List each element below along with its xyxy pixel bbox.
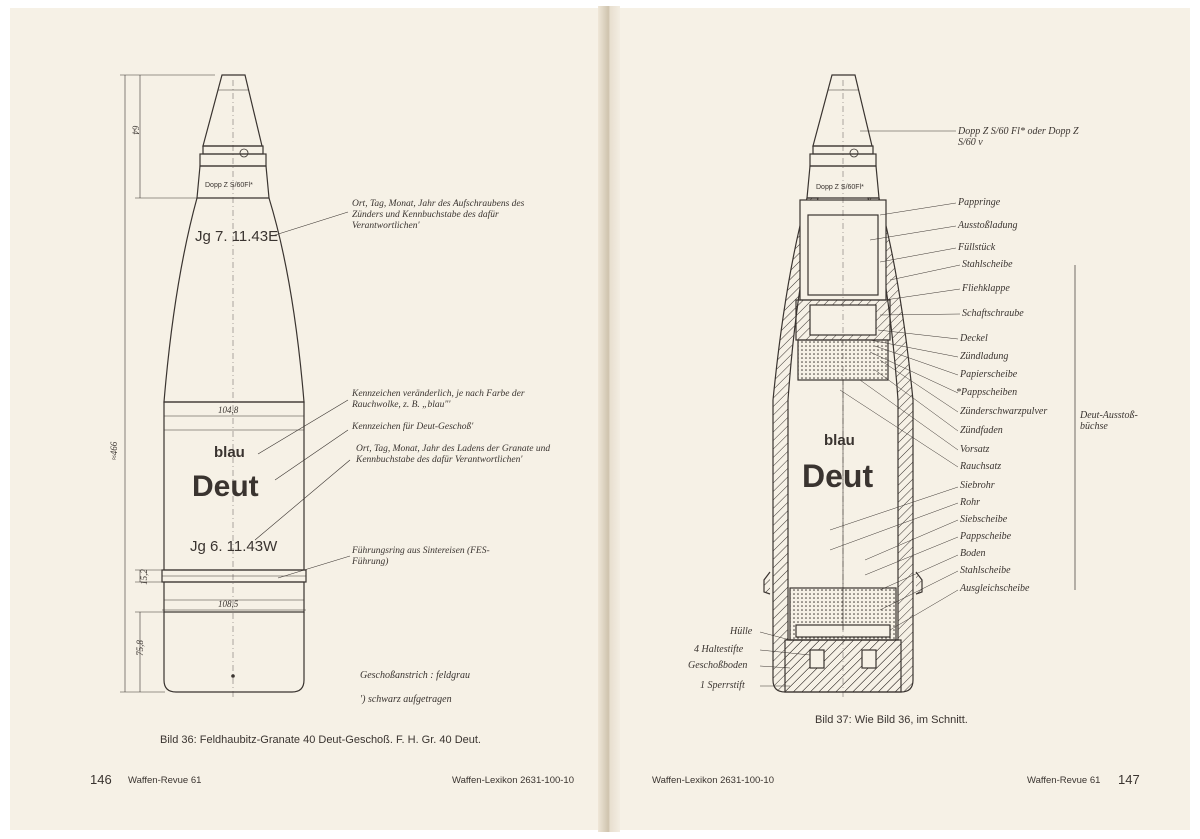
annotation-driving-band: Führungsring aus Sintereisen (FES-Führung) [352, 546, 490, 567]
label-ausgleichscheibe: Ausgleichscheibe [960, 583, 1030, 594]
annotation-loading-date: Ort, Tag, Monat, Jahr des Ladens der Granate und Kennbuchstabe des dafür Verantwortlichen' [356, 444, 551, 465]
label-deckel: Deckel [960, 333, 988, 344]
dim-fuze-height: 64 [130, 125, 141, 135]
label-vorsatz: Vorsatz [960, 444, 990, 455]
label-siebrohr: Siebrohr [960, 480, 995, 491]
label-boden: Boden [960, 548, 986, 559]
label-zuendfaden: Zündfaden [960, 425, 1003, 436]
label-stahlscheibe-bottom: Stahlscheibe [960, 565, 1011, 576]
label-fliehklappe: Fliehklappe [962, 283, 1010, 294]
bracket-label: Deut-Ausstoß-büchse [1080, 410, 1138, 432]
figure-caption-37: Bild 37: Wie Bild 36, im Schnitt. [815, 714, 968, 726]
label-pappscheiben: *Pappscheiben [956, 387, 1018, 398]
dim-base-height: 75,8 [134, 640, 145, 656]
footer-right-journal: Waffen-Revue 61 [1027, 775, 1101, 786]
annotation-fuze-date: Ort, Tag, Monat, Jahr des Aufschraubens des Zünders und Kennbuchstabe des dafür Verantwortlichen' [352, 199, 525, 231]
annotation-footnote: ') schwarz aufgetragen [360, 694, 452, 705]
section-type-marking: Deut [802, 458, 874, 494]
type-marking: Deut [192, 470, 259, 503]
date-marking-bottom: Jg 6. 11.43W [190, 538, 278, 555]
date-marking-top: Jg 7. 11.43E [195, 228, 279, 245]
label-ausstossladung: Ausstoßladung [958, 220, 1018, 231]
label-haltestifte: 4 Haltestifte [694, 644, 744, 655]
label-stahlscheibe-top: Stahlscheibe [962, 259, 1013, 270]
footer-right-lexikon: Waffen-Lexikon 2631-100-10 [652, 775, 774, 786]
label-sperrstift: 1 Sperrstift [700, 680, 745, 691]
page-number-left: 146 [90, 772, 112, 787]
section-fuze-marking: Dopp Z S/60Fl* [816, 184, 864, 191]
label-pappringe: Pappringe [958, 197, 1001, 208]
label-huelle: Hülle [730, 626, 753, 637]
label-rohr: Rohr [960, 497, 980, 508]
section-color-marking: blau [824, 432, 855, 449]
figure-caption-36: Bild 36: Feldhaubitz-Granate 40 Deut-Geschoß. F. H. Gr. 40 Deut. [160, 734, 481, 746]
page-number-right: 147 [1118, 772, 1140, 787]
label-geschossboden: Geschoßboden [688, 660, 748, 671]
label-schaftschraube: Schaftschraube [962, 308, 1024, 319]
label-zuendladung: Zündladung [960, 351, 1009, 362]
dim-diameter-body: 104,8 [218, 405, 239, 415]
label-siebscheibe: Siebscheibe [960, 514, 1008, 525]
dim-band-height: 15,2 [138, 569, 149, 585]
annotation-paint: Geschoßanstrich : feldgrau [360, 670, 470, 681]
label-zuenderschwarzpulver: Zünderschwarzpulver [960, 406, 1048, 417]
label-pappscheibe: Pappscheibe [960, 531, 1012, 542]
footer-left-lexikon: Waffen-Lexikon 2631-100-10 [452, 775, 574, 786]
dim-total-length: ≈466 [109, 441, 120, 461]
footer-left-journal: Waffen-Revue 61 [128, 775, 202, 786]
dim-diameter-band: 108,5 [218, 599, 239, 609]
color-marking: blau [214, 444, 245, 461]
label-rauchsatz: Rauchsatz [960, 461, 1002, 472]
annotation-deut-mark: Kennzeichen für Deut-Geschoß' [352, 422, 474, 432]
label-fuellstueck: Füllstück [958, 242, 996, 253]
annotation-color-mark: Kennzeichen veränderlich, je nach Farbe der Rauchwolke, z. B. „blau"' [352, 389, 525, 410]
label-papierscheibe: Papierscheibe [960, 369, 1018, 380]
fuze-marking: Dopp Z S/60Fl* [205, 182, 253, 189]
label-fuze: Dopp Z S/60 Fl* oder Dopp Z S/60 v [958, 126, 1079, 148]
